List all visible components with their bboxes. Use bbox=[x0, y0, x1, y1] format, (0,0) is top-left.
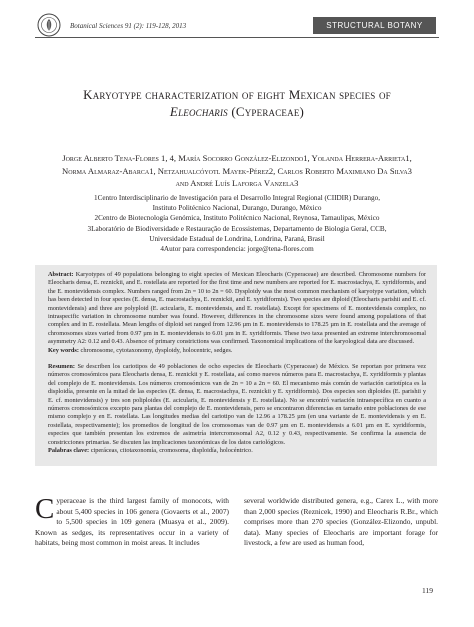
palabras-clave-label: Palabras clave: bbox=[48, 447, 90, 455]
title-genus: Eleocharis bbox=[169, 104, 228, 119]
author-list bbox=[30, 152, 444, 190]
affiliation-line: 3Laboratório de Biodiversidade e Restauração de Ecossistemas, Departamento de Biologia Geral, CCB, bbox=[87, 224, 387, 233]
authors-line-2: Norma Almaraz-Abarca1, Netzahualcóyotl Mayek-Pérez2, Carlos Roberto Maximiano Da Silva3 bbox=[62, 165, 412, 176]
abstract-text: Karyotypes of 49 populations belonging to eight species of Mexican Eleocharis (Cyperaceae) are described. Chromosome numbers for Eleocharis densa, E. reznickii, and E. rostellata are reported for the first time and new numbers are reported for E. macrostachya, E. xyridiformis, and the E. montevidensis complex. Numbers ranged from 2n = 10 to 2n = 60. Dysploidy was the most common mechanism of karyotype variation, which has been detected in four species (E. densa, E. macrostachya, E. reznickii, and E. xyridiformis). Two species are diploid (Eleocharis parishii and E. cf. montevidensis) and three are polyploid (E. acicularis, E. montevidensis, and E. rostellata). Except for specimens of E. montevidensis complex, no intraspecific variation in chromosome number was found. However, differences in the chromosome sizes were found among populations of that complex and in E. rostellata. Mean lengths of diploid set ranged from 12.96 µm in E. montevidensis to 178.25 µm in E. rostellata and the average of chromosomes sizes varied from 0.97 µm in E. montevidensis to 6.01 µm in E. xyridiformis. These two taxa presented an extreme interchromosomal asymmetry A2: 0.12 and 0.43. Absence of primary constrictions was confirmed. Taxonomical implications of the karyological data are discussed. bbox=[48, 271, 426, 346]
affiliation-line: 4Autor para correspondencia: jorge@tena-flores.com bbox=[160, 245, 314, 254]
drop-cap: C bbox=[35, 493, 55, 525]
journal-citation: Botanical Sciences 91 (2): 119-128, 2013 bbox=[70, 22, 187, 30]
title-family: (Cyperaceae) bbox=[231, 104, 305, 119]
affiliation-line: Instituto Politécnico Nacional, Durango, Durango, México bbox=[152, 204, 322, 213]
article-title bbox=[30, 86, 444, 120]
abstract-spanish bbox=[48, 363, 426, 455]
affiliation-line: 1Centro Interdisciplinario de Investigación para el Desarrollo Integral Regional (CIIDIR) Durango, bbox=[93, 194, 380, 202]
keywords-text: chromosome, cytotaxonomy, dysploidy, holocentric, sedges. bbox=[80, 346, 233, 354]
body-text-left: yperaceae is the third largest family of monocots, with about 5,400 species in 106 genera (Govaerts et al., 2007) to 5,500 species in 109 genera (Muasya et al., 2009). Known as sedges, its representatives occur in a variety of habitats, being most common in moist areas. It includes bbox=[35, 496, 229, 548]
section-badge: STRUCTURAL BOTANY bbox=[313, 17, 436, 34]
authors-line-3: and André Luís Laforga Vanzela3 bbox=[175, 178, 299, 188]
affiliation-line: 2Centro de Biotecnología Genómica, Instituto Politécnico Nacional, Reynosa, Tamaulipas, México bbox=[94, 214, 380, 223]
title-line-1: Karyotype characterization of eight Mexican species of bbox=[83, 87, 391, 102]
page-number: 119 bbox=[422, 586, 433, 595]
body-column-left bbox=[35, 493, 229, 549]
body-text-right: several worldwide distributed genera, e.g., Carex L., with more than 2,000 species (Reznicek, 1990) and Eleocharis R.Br., which comprises more than 270 species (González-Elizondo, unpubl. data). Many species of Eleocharis are important forage for livestock, a few are used as human food, bbox=[244, 496, 438, 548]
resumen-text: Se describen los cariotipos de 49 poblaciones de ocho especies de Eleocharis (Cyperaceae) de México. Se reportan por primera vez números cromosómicos para Eleocharis densa, E. reznickii y E. rostellata, así como nuevos números para E. macrostachya, E. xyridiformis y plantas del complejo de E. montevidensis. Los números cromosómicos van de 2n = 10 a 2n = 60. El mecanismo más común de variación cariotípica es la disploidía, presente en la mitad de las especies (E. densa, E. macrostachya, E. reznickii y E. xyridiformis). Dos especies son diploides (E. parishii y E. cf. montevidensis) y tres son poliploides (E. acicularis, E. montevidensis y E. rostellata). No se encontró variación intraespecífica en cuanto a números cromosómicos excepto para plantas del complejo de E. montevidensis, pero se encontraron diferencias en tamaño entre poblaciones de ese mismo complejo y en E. rostellata. Las longitudes medias del cariotipo van de 12.96 a 178.25 µm (en una variante de E. montevidensis y en E. rostellata, respectivamente); los promedios de longitud de los cromosomas van de 0.97 µm en E. montevidensis a 6.01 µm en E. xyridiformis, especies que también presentan los extremos de asimetría intercromosomal A2, 0.12 y 0.43, respectivamente. Se confirma la ausencia de constricciones primarias. Se discuten las implicaciones taxonómicas de los datos cariológicos. bbox=[48, 363, 426, 446]
title-line-2 bbox=[30, 103, 444, 120]
authors-line-1: Jorge Alberto Tena-Flores 1, 4, María Socorro González-Elizondo1, Yolanda Herrera-Arrieta1, bbox=[62, 153, 412, 163]
abstract-english bbox=[48, 271, 426, 355]
palabras-clave-text: ciperáceas, citotaxonomía, cromosoma, disploidía, holocéntrico. bbox=[90, 447, 253, 455]
journal-seal-logo bbox=[37, 13, 61, 37]
keywords-label: Key words: bbox=[48, 346, 79, 354]
affiliations bbox=[30, 193, 444, 254]
affiliation-line: Universidade Estadual de Londrina, Londrina, Paraná, Brasil bbox=[149, 234, 325, 243]
header-rule bbox=[35, 37, 439, 38]
abstract-label: Abstract: bbox=[48, 271, 74, 278]
body-column-right bbox=[244, 496, 438, 549]
resumen-label: Resumen: bbox=[48, 363, 75, 370]
